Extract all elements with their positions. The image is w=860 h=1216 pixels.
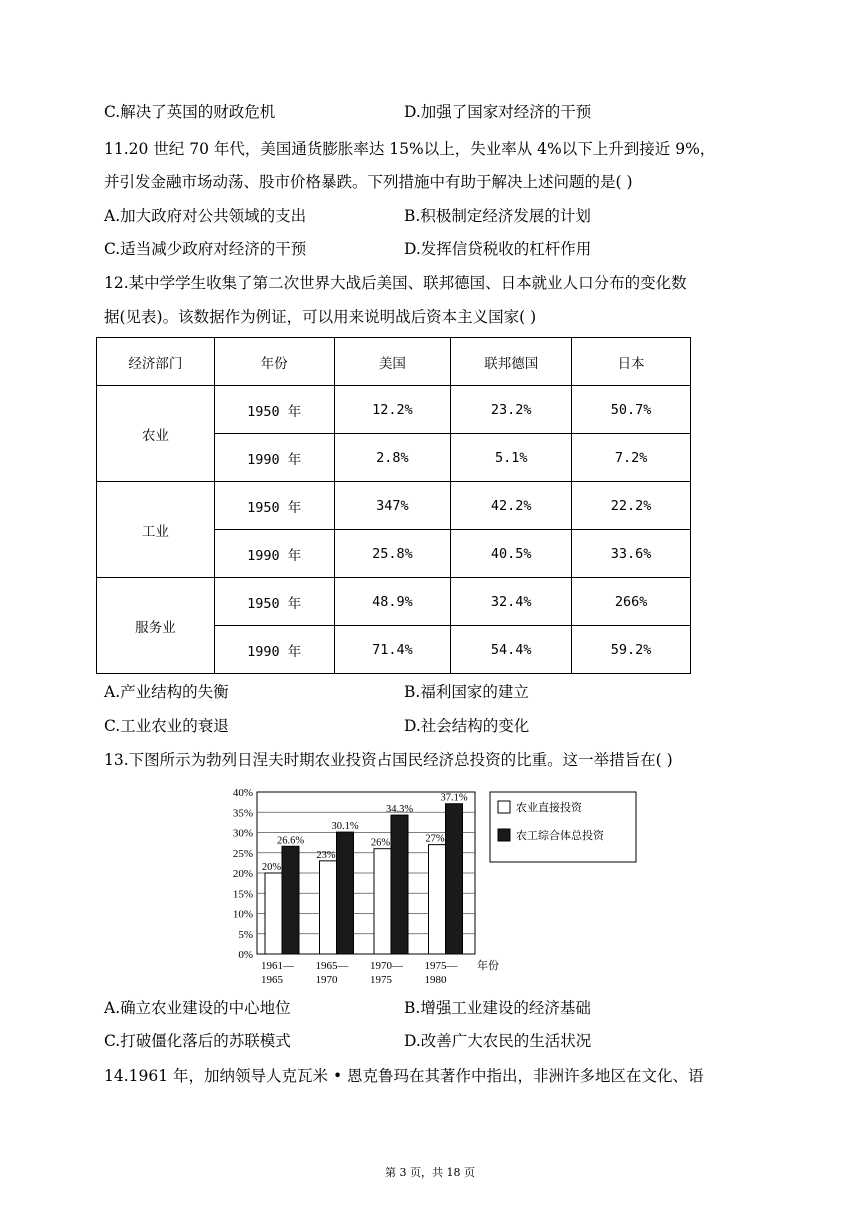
bar-agri [320,861,337,954]
data-label: 23% [316,849,336,861]
q11-option-b: B.积极制定经济发展的计划 [404,207,591,225]
sector-cell: 工业 [97,482,215,578]
year-cell: 1950 年 [214,578,334,626]
y-tick-label: 20% [232,868,253,880]
y-tick-label: 35% [232,807,253,820]
legend-label: 农工综合体总投资 [516,830,604,842]
de-cell: 23.2% [451,386,572,434]
q12-option-d: D.社会结构的变化 [404,717,530,735]
x-tick-label: 1961— [261,960,294,972]
y-tick-label: 10% [232,908,253,921]
x-tick-label: 1980 [424,974,447,984]
us-cell: 12.2% [334,386,451,434]
y-tick-label: 40% [232,787,253,799]
us-cell: 347% [334,482,451,530]
bar-complex [337,832,354,954]
jp-cell: 22.2% [572,482,691,530]
q11-option-a: A.加大政府对公共领域的支出 [104,207,307,225]
q10-option-d: D.加强了国家对经济的干预 [404,103,592,121]
q10-option-c: C.解决了英国的财政危机 [104,103,276,121]
table-header-cell: 联邦德国 [451,338,572,386]
sector-cell: 农业 [97,386,215,482]
legend-swatch [498,829,510,841]
bar-agri [265,873,282,954]
y-tick-label: 30% [232,827,253,840]
table-row [97,482,691,530]
data-label: 37.1% [440,792,468,804]
legend-label: 农业直接投资 [516,802,582,814]
q12-option-b: B.福利国家的建立 [404,683,529,701]
year-cell: 1990 年 [214,530,334,578]
page-footer: 第 3 页，共 18 页 [385,1166,475,1179]
table-header-row [97,338,691,386]
de-cell: 40.5% [451,530,572,578]
y-tick-label: 0% [238,949,253,961]
bar-complex [446,804,463,954]
jp-cell: 59.2% [572,626,691,674]
q13-option-d: D.改善广大农民的生活状况 [404,1032,592,1050]
de-cell: 32.4% [451,578,572,626]
data-label: 30.1% [331,821,359,833]
bar-complex [391,815,408,954]
q11-stem-line2: 并引发金融市场动荡、股市价格暴跌。下列措施中有助于解决上述问题的是( ) [104,173,633,191]
q13-option-c: C.打破僵化落后的苏联模式 [104,1032,291,1050]
y-tick-label: 25% [232,847,253,860]
bar-agri [374,849,391,954]
de-cell: 5.1% [451,434,572,482]
x-axis-label: 年份 [477,960,499,972]
jp-cell: 7.2% [572,434,691,482]
jp-cell: 33.6% [572,530,691,578]
bar-complex [282,846,299,954]
q12-option-a: A.产业结构的失衡 [104,683,229,701]
us-cell: 25.8% [334,530,451,578]
agri-investment-chart [210,784,650,984]
q11-option-d: D.发挥信贷税收的杠杆作用 [404,240,592,258]
q11-stem-line1: 11.20 世纪 70 年代，美国通货膨胀率达 15%以上，失业率从 4%以下上升到接近 9%， [104,140,716,158]
year-cell: 1950 年 [214,386,334,434]
data-label: 26.6% [276,835,305,847]
x-tick-label: 1975— [424,960,458,972]
table-header-cell: 经济部门 [97,338,215,386]
bar-agri [429,845,446,954]
data-label: 26% [370,837,391,849]
q12-stem-line1: 12.某中学学生收集了第二次世界大战后美国、联邦德国、日本就业人口分布的变化数 [104,274,687,292]
legend-swatch [498,801,510,813]
table-row [97,386,691,434]
jp-cell: 50.7% [572,386,691,434]
data-label: 27% [425,833,445,845]
x-tick-label: 1965 [261,974,283,984]
x-tick-label: 1970 [315,974,338,984]
q12-option-c: C.工业农业的衰退 [104,717,229,735]
employment-table [96,337,691,674]
q13-stem: 13.下图所示为勃列日涅夫时期农业投资占国民经济总投资的比重。这一举措旨在( ) [104,751,673,769]
table-header-cell: 美国 [334,338,451,386]
q14-stem-line1: 14.1961 年，加纳领导人克瓦米 • 恩克鲁玛在其著作中指出，非洲许多地区在文化、语 [104,1067,704,1085]
data-label: 20% [261,862,282,873]
de-cell: 54.4% [451,626,572,674]
data-label: 34.3% [385,804,414,816]
y-tick-label: 5% [238,928,253,941]
x-tick-label: 1975 [370,974,392,984]
q11-option-c: C.适当减少政府对经济的干预 [104,240,307,258]
table-header-cell: 年份 [214,338,334,386]
y-tick-label: 15% [232,888,253,901]
chart-legend [490,792,636,862]
year-cell: 1990 年 [214,434,334,482]
q13-option-a: A.确立农业建设的中心地位 [104,999,291,1017]
x-tick-label: 1970— [370,960,403,972]
table-header-cell: 日本 [572,338,691,386]
sector-cell: 服务业 [97,578,215,674]
us-cell: 48.9% [334,578,451,626]
de-cell: 42.2% [451,482,572,530]
us-cell: 71.4% [334,626,451,674]
q13-option-b: B.增强工业建设的经济基础 [404,999,591,1017]
chart-bars [265,804,463,954]
table-row [97,578,691,626]
jp-cell: 266% [572,578,691,626]
year-cell: 1950 年 [214,482,334,530]
q12-stem-line2: 据(见表)。该数据作为例证，可以用来说明战后资本主义国家( ) [104,308,537,326]
year-cell: 1990 年 [214,626,334,674]
us-cell: 2.8% [334,434,451,482]
x-tick-label: 1965— [315,960,349,972]
